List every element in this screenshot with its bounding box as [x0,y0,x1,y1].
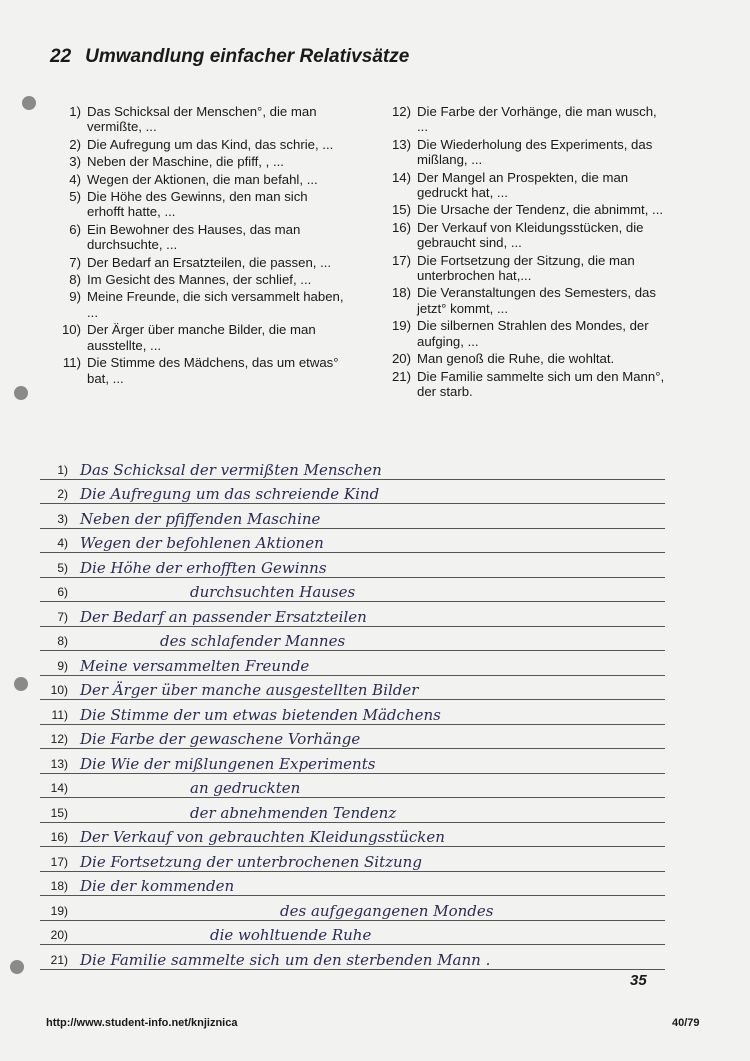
exercise-number: 3) [69,154,81,170]
handwritten-answer: an gedruckten [190,779,301,797]
exercise-number: 7) [69,254,81,270]
exercise-number: 17) [391,252,411,268]
exercise-text: Die Aufregung um das Kind, das schrie, ... [87,136,334,152]
exercise-item [378,285,668,316]
exercise-number: 6) [69,221,81,237]
handwritten-answer: Die Fortsetzung der unterbrochenen Sitzung [80,852,422,871]
answer-line[interactable] [40,651,665,676]
exercise-item [378,253,668,284]
handwritten-answer: Meine versammelten Freunde [80,656,310,675]
answer-number: 19) [50,903,68,918]
punch-hole [10,960,24,974]
answer-line[interactable] [40,480,665,505]
handwritten-answer: Die Wie der mißlungenen Experiments [80,754,376,773]
handwritten-answer: Die Aufregung um das schreiende Kind [80,485,380,503]
answer-number: 4) [57,536,68,550]
exercise-text: Die Fortsetzung der Sitzung, die man unterbrochen hat,... [417,252,635,284]
exercise-text: Die Veranstaltungen des Semesters, das jetzt° kommt, ... [417,285,656,316]
exercise-text: Der Verkauf von Kleidungsstücken, die gebraucht sind, ... [417,219,644,251]
handwritten-answer: Der Verkauf von gebrauchten Kleidungsstücken [80,828,445,846]
handwritten-answer: durchsuchten Hauses [190,583,356,601]
exercise-item [378,137,668,168]
exercise-item [48,137,348,152]
exercise-item [48,355,348,386]
answer-lines [40,455,665,970]
answer-line[interactable] [40,553,665,578]
exercise-number: 16) [391,219,411,235]
answer-number: 17) [50,854,68,869]
exercise-item [48,289,348,320]
handwritten-answer: Wegen der befohlenen Aktionen [80,534,324,552]
exercise-text: Die Ursache der Tendenz, die abnimmt, ... [417,202,664,218]
punch-hole [14,677,28,691]
answer-line[interactable] [40,700,665,725]
exercise-number: 2) [69,136,81,152]
answer-number: 2) [57,487,68,501]
chapter-number: 22 [50,46,72,67]
answer-line[interactable] [40,627,665,652]
answer-line[interactable] [40,529,665,554]
exercise-text: Die Stimme des Mädchens, das um etwas° bat, ... [87,355,339,386]
answer-number: 9) [57,658,68,673]
exercise-item [48,322,348,353]
exercise-number: 4) [69,171,81,187]
answer-number: 8) [57,634,68,648]
answer-line[interactable] [40,774,665,799]
answer-line[interactable] [40,896,665,921]
exercise-text: Der Mangel an Prospekten, die man gedruckt hat, ... [417,169,629,201]
answer-line[interactable] [40,504,665,529]
exercise-item [48,104,348,135]
exercise-number: 5) [69,189,81,205]
exercise-text: Die silbernen Strahlen des Mondes, der aufging, ... [417,318,649,349]
answer-number: 1) [57,462,68,477]
answer-number: 18) [50,879,68,893]
exercise-item [378,351,668,366]
exercise-item [48,255,348,270]
exercise-text: Das Schicksal der Menschen°, die man vermißte, ... [87,104,317,135]
exercise-number: 18) [391,285,411,301]
handwritten-answer: Das Schicksal der vermißten Menschen [80,460,382,479]
page-title [50,46,409,68]
answer-line[interactable] [40,749,665,774]
exercise-number: 21) [391,368,411,384]
answer-line[interactable] [40,872,665,897]
exercise-item [378,170,668,201]
exercise-number: 10) [61,322,81,338]
handwritten-answer: Die Farbe der gewaschene Vorhänge [80,730,361,748]
exercise-number: 15) [391,202,411,218]
answer-number: 6) [57,585,68,599]
exercise-number: 9) [69,289,81,305]
exercise-number: 20) [391,351,411,367]
exercise-item [48,189,348,220]
handwritten-answer: Die der kommenden [80,877,235,895]
punch-hole [14,386,28,400]
answer-number: 5) [57,560,68,575]
exercise-text: Die Familie sammelte sich um den Mann°, der starb. [417,368,665,399]
answer-number: 11) [51,707,68,722]
exercise-list-right [378,104,668,401]
answer-number: 12) [50,732,68,746]
exercise-number: 1) [69,104,81,119]
handwritten-answer: der abnehmenden Tendenz [190,803,397,822]
answer-number: 21) [50,952,68,967]
answer-number: 14) [50,781,68,795]
handwritten-answer: Die Stimme der um etwas bietenden Mädchens [80,705,441,724]
handwritten-answer: Die Familie sammelte sich um den sterbenden Mann . [80,950,491,969]
chapter-title: Umwandlung einfacher Relativsätze [85,46,410,67]
exercise-number: 19) [391,318,411,334]
handwritten-answer: des schlafender Mannes [160,632,346,650]
answer-number: 10) [50,683,68,697]
exercise-text: Ein Bewohner des Hauses, das man durchsuchte, ... [87,221,301,253]
exercise-item [378,104,668,135]
answer-line[interactable] [40,921,665,946]
handwritten-answer: des aufgegangenen Mondes [280,901,494,920]
exercise-number: 12) [391,104,411,119]
exercise-text: Der Ärger über manche Bilder, die man ausstellte, ... [87,322,316,353]
answer-line[interactable] [40,945,665,970]
answer-number: 3) [57,511,68,526]
exercise-text: Die Höhe des Gewinns, den man sich erhofft hatte, ... [87,189,308,220]
answer-line[interactable] [40,455,665,480]
exercise-item [378,220,668,251]
exercise-text: Wegen der Aktionen, die man befahl, ... [87,171,318,187]
exercise-item [48,272,348,287]
handwritten-answer: Der Ärger über manche ausgestellten Bilder [80,681,419,699]
handwritten-answer: Der Bedarf an passender Ersatzteilen [80,607,367,626]
exercise-text: Im Gesicht des Mannes, der schlief, ... [87,272,312,288]
exercise-list-left [48,104,348,388]
exercise-text: Neben der Maschine, die pfiff, , ... [87,154,284,170]
exercise-item [48,222,348,253]
exercise-number: 8) [69,272,81,288]
exercise-item [378,202,668,217]
page-number: 35 [630,972,647,989]
handwritten-answer: die wohltuende Ruhe [210,926,372,944]
exercise-item [48,154,348,169]
answer-number: 13) [50,756,68,771]
exercise-item [378,369,668,400]
answer-line[interactable] [40,823,665,848]
footer-page-count: 40/79 [672,1017,700,1029]
answer-line[interactable] [40,602,665,627]
exercise-number: 11) [62,355,81,371]
answer-number: 20) [50,928,68,942]
footer-url: http://www.student-info.net/knjiznica [46,1017,238,1029]
exercise-number: 14) [391,169,411,185]
exercise-text: Der Bedarf an Ersatzteilen, die passen, ... [87,254,332,270]
answer-line[interactable] [40,847,665,872]
answer-number: 7) [57,609,68,624]
answer-line[interactable] [40,798,665,823]
exercise-text: Meine Freunde, die sich versammelt haben, ... [87,289,344,320]
answer-line[interactable] [40,725,665,750]
punch-hole [22,96,36,110]
exercise-number: 13) [391,136,411,152]
answer-number: 16) [50,830,68,844]
answer-line[interactable] [40,578,665,603]
answer-line[interactable] [40,676,665,701]
exercise-text: Man genoß die Ruhe, die wohltat. [417,351,615,367]
handwritten-answer: Neben der pfiffenden Maschine [80,509,321,528]
handwritten-answer: Die Höhe der erhofften Gewinns [80,558,327,577]
exercise-item [378,318,668,349]
answer-number: 15) [50,805,68,820]
exercise-text: Die Farbe der Vorhänge, die man wusch, ... [417,104,657,135]
exercise-item [48,172,348,187]
exercise-text: Die Wiederholung des Experiments, das mißlang, ... [417,136,653,168]
